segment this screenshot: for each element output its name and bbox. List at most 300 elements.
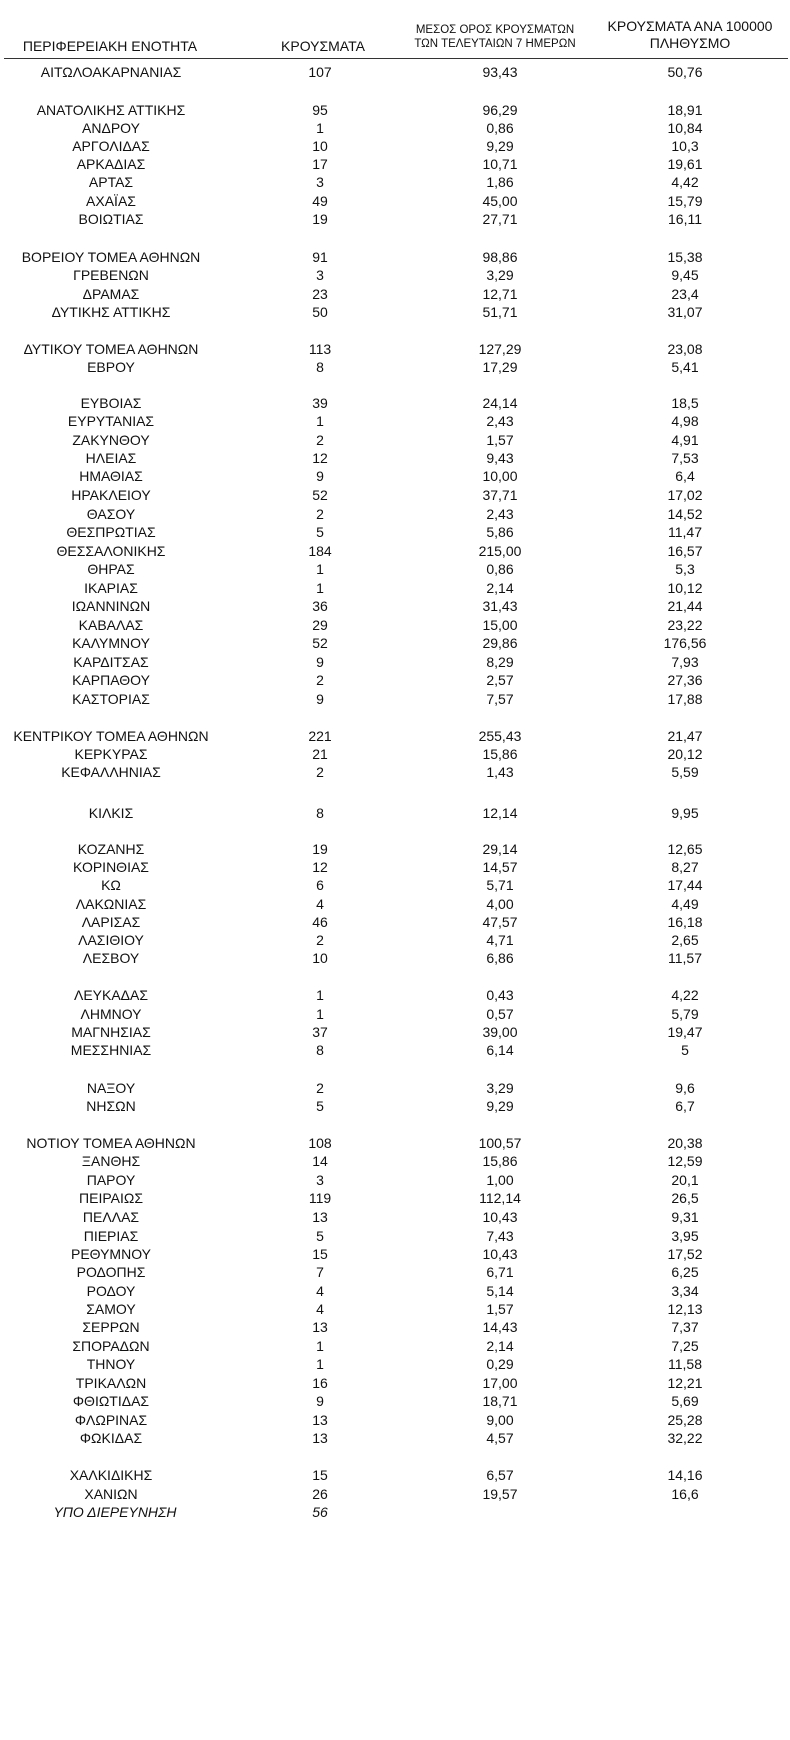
region-cell: ΦΘΙΩΤΙΔΑΣ xyxy=(72,1393,150,1409)
avg7-cell: 127,29 xyxy=(478,341,522,357)
table-row xyxy=(0,1484,790,1504)
cases-cell: 8 xyxy=(316,1042,324,1058)
header-avg7 xyxy=(400,24,590,52)
avg7-cell: 10,43 xyxy=(482,1246,518,1262)
cases-cell: 2 xyxy=(316,672,324,688)
region-cell: ΚΙΛΚΙΣ xyxy=(88,805,134,821)
region-cell: ΜΕΣΣΗΝΙΑΣ xyxy=(70,1042,152,1058)
region-cell: ΙΚΑΡΙΑΣ xyxy=(84,580,138,596)
table-row xyxy=(0,1428,790,1448)
region-cell: ΑΙΤΩΛΟΑΚΑΡΝΑΝΙΑΣ xyxy=(40,64,182,80)
per100k-cell: 31,07 xyxy=(667,304,703,320)
cases-cell: 2 xyxy=(316,764,324,780)
region-cell: ΑΡΓΟΛΙΔΑΣ xyxy=(72,138,150,154)
per100k-cell: 10,3 xyxy=(671,138,699,154)
table-row xyxy=(0,118,790,138)
avg7-cell: 100,57 xyxy=(478,1135,522,1151)
table-row xyxy=(0,1244,790,1264)
region-cell: ΝΟΤΙΟΥ ΤΟΜΕΑ ΑΘΗΝΩΝ xyxy=(26,1135,196,1151)
avg7-cell: 0,43 xyxy=(486,987,514,1003)
avg7-cell: 47,57 xyxy=(482,914,518,930)
table-row xyxy=(0,1354,790,1374)
cases-cell: 3 xyxy=(316,1172,324,1188)
table-row xyxy=(0,466,790,486)
region-cell: ΛΑΡΙΣΑΣ xyxy=(81,914,141,930)
avg7-cell: 18,71 xyxy=(482,1393,518,1409)
avg7-cell: 14,43 xyxy=(482,1319,518,1335)
region-cell: ΦΛΩΡΙΝΑΣ xyxy=(74,1412,148,1428)
cases-cell: 2 xyxy=(316,432,324,448)
region-cell: ΤΗΝΟΥ xyxy=(86,1356,136,1372)
per100k-cell: 9,6 xyxy=(675,1080,695,1096)
cases-cell: 29 xyxy=(312,617,328,633)
header-avg7-line2: ΤΩΝ ΤΕΛΕΥΤΑΙΩΝ 7 ΗΜΕΡΩΝ xyxy=(414,37,576,50)
avg7-cell: 0,86 xyxy=(486,561,514,577)
cases-cell: 1 xyxy=(316,580,324,596)
table-row xyxy=(0,633,790,653)
region-cell: ΚΕΡΚΥΡΑΣ xyxy=(74,746,148,762)
table-row xyxy=(0,1207,790,1227)
per100k-cell: 16,11 xyxy=(668,211,702,227)
table-row xyxy=(0,1133,790,1153)
per100k-cell: 16,18 xyxy=(667,914,703,930)
cases-cell: 39 xyxy=(312,395,328,411)
per100k-cell: 50,76 xyxy=(667,64,703,80)
header-per100k xyxy=(590,18,790,52)
per100k-cell: 12,13 xyxy=(667,1301,703,1317)
region-cell: ΑΝΑΤΟΛΙΚΗΣ ΑΤΤΙΚΗΣ xyxy=(36,102,186,118)
avg7-cell: 6,86 xyxy=(486,950,514,966)
cases-cell: 9 xyxy=(316,1393,324,1409)
table-row xyxy=(0,265,790,285)
per100k-cell: 3,95 xyxy=(671,1228,699,1244)
region-cell: ΞΑΝΘΗΣ xyxy=(81,1153,141,1169)
avg7-cell: 15,00 xyxy=(482,617,518,633)
region-cell: ΚΕΦΑΛΛΗΝΙΑΣ xyxy=(61,764,161,780)
table-row xyxy=(0,284,790,304)
avg7-cell: 10,43 xyxy=(482,1209,518,1225)
region-cell: ΝΑΞΟΥ xyxy=(86,1080,136,1096)
cases-cell: 52 xyxy=(312,487,328,503)
avg7-cell: 2,14 xyxy=(486,1338,514,1354)
cases-cell: 221 xyxy=(308,728,332,744)
table-row xyxy=(0,1336,790,1356)
region-cell: ΘΑΣΟΥ xyxy=(86,506,136,522)
avg7-cell: 4,00 xyxy=(486,896,514,912)
region-cell: ΗΛΕΙΑΣ xyxy=(85,450,137,466)
cases-cell: 95 xyxy=(312,102,328,118)
per100k-cell: 9,31 xyxy=(671,1209,699,1225)
per100k-cell: 16,6 xyxy=(671,1486,699,1502)
per100k-cell: 4,42 xyxy=(671,174,699,190)
table-row xyxy=(0,985,790,1005)
per100k-cell: 14,16 xyxy=(667,1467,703,1483)
region-cell: ΑΡΚΑΔΙΑΣ xyxy=(76,156,146,172)
region-cell: ΔΥΤΙΚΗΣ ΑΤΤΙΚΗΣ xyxy=(51,304,171,320)
per100k-cell: 23,22 xyxy=(667,617,703,633)
avg7-cell: 2,57 xyxy=(486,672,514,688)
region-cell: ΧΑΝΙΩΝ xyxy=(84,1486,138,1502)
table-row xyxy=(0,1022,790,1042)
cases-cell: 4 xyxy=(316,896,324,912)
table-row xyxy=(0,1040,790,1060)
per100k-cell: 5,41 xyxy=(671,359,699,375)
per100k-cell: 15,38 xyxy=(667,249,703,265)
table-row xyxy=(0,1502,790,1522)
avg7-cell: 96,29 xyxy=(482,102,518,118)
region-cell: ΛΑΚΩΝΙΑΣ xyxy=(75,896,147,912)
avg7-cell: 4,57 xyxy=(486,1430,514,1446)
per100k-cell: 20,38 xyxy=(667,1135,703,1151)
region-cell: ΚΟΖΑΝΗΣ xyxy=(77,841,145,857)
cases-cell: 119 xyxy=(308,1190,332,1206)
region-cell: ΕΥΒΟΙΑΣ xyxy=(80,395,142,411)
per100k-cell: 7,37 xyxy=(671,1319,699,1335)
region-cell: ΠΙΕΡΙΑΣ xyxy=(83,1228,139,1244)
per100k-cell: 9,95 xyxy=(671,805,699,821)
table-row xyxy=(0,1391,790,1411)
cases-cell: 5 xyxy=(316,524,324,540)
avg7-cell: 2,43 xyxy=(486,506,514,522)
table-row xyxy=(0,154,790,174)
table-row xyxy=(0,522,790,542)
cases-cell: 19 xyxy=(312,211,328,227)
per100k-cell: 12,21 xyxy=(667,1375,703,1391)
region-cell: ΑΧΑΪΑΣ xyxy=(86,193,136,209)
region-cell: ΚΑΡΠΑΘΟΥ xyxy=(72,672,150,688)
table-row xyxy=(0,1004,790,1024)
table-row xyxy=(0,1410,790,1430)
table-row xyxy=(0,948,790,968)
cases-cell: 108 xyxy=(308,1135,332,1151)
avg7-cell: 9,29 xyxy=(486,1098,514,1114)
table-row xyxy=(0,912,790,932)
region-cell: ΡΕΘΥΜΝΟΥ xyxy=(70,1246,151,1262)
avg7-cell: 215,00 xyxy=(478,543,522,559)
avg7-cell: 19,57 xyxy=(482,1486,518,1502)
avg7-cell: 7,43 xyxy=(486,1228,514,1244)
cases-cell: 13 xyxy=(312,1412,328,1428)
avg7-cell: 1,57 xyxy=(486,1301,514,1317)
cases-cell: 12 xyxy=(312,450,328,466)
avg7-cell: 1,86 xyxy=(486,174,514,190)
per100k-cell: 9,45 xyxy=(671,267,699,283)
avg7-cell: 9,00 xyxy=(486,1412,514,1428)
per100k-cell: 10,12 xyxy=(667,580,703,596)
cases-cell: 2 xyxy=(316,506,324,522)
cases-cell: 52 xyxy=(312,635,328,651)
table-row xyxy=(0,875,790,895)
cases-cell: 56 xyxy=(312,1504,328,1520)
table-row xyxy=(0,1170,790,1190)
cases-cell: 6 xyxy=(316,877,324,893)
table-row xyxy=(0,339,790,359)
avg7-cell: 6,57 xyxy=(486,1467,514,1483)
region-cell: ΘΕΣΠΡΩΤΙΑΣ xyxy=(66,524,156,540)
avg7-cell: 1,00 xyxy=(486,1172,514,1188)
table-row xyxy=(0,1226,790,1246)
cases-cell: 3 xyxy=(316,174,324,190)
region-cell: ΚΟΡΙΝΘΙΑΣ xyxy=(73,859,149,875)
avg7-cell: 2,14 xyxy=(486,580,514,596)
avg7-cell: 3,29 xyxy=(486,267,514,283)
per100k-cell: 5 xyxy=(681,1042,689,1058)
table-row xyxy=(0,541,790,561)
cases-cell: 23 xyxy=(312,286,328,302)
region-cell: ΚΑΣΤΟΡΙΑΣ xyxy=(72,691,150,707)
table-row xyxy=(0,1078,790,1098)
table-row xyxy=(0,762,790,782)
table-row xyxy=(0,430,790,450)
region-cell: ΚΑΒΑΛΑΣ xyxy=(78,617,144,633)
per100k-cell: 17,52 xyxy=(667,1246,703,1262)
table-row xyxy=(0,615,790,635)
per100k-cell: 8,27 xyxy=(671,859,699,875)
region-cell: ΠΕΛΛΑΣ xyxy=(82,1209,140,1225)
table-row xyxy=(0,1373,790,1393)
per100k-cell: 12,65 xyxy=(667,841,703,857)
per100k-cell: 23,4 xyxy=(671,286,699,302)
cases-cell: 9 xyxy=(316,691,324,707)
cases-cell: 8 xyxy=(316,805,324,821)
region-cell: ΛΕΥΚΑΔΑΣ xyxy=(73,987,149,1003)
cases-cell: 1 xyxy=(316,1338,324,1354)
cases-cell: 26 xyxy=(312,1486,328,1502)
cases-cell: 184 xyxy=(308,543,332,559)
per100k-cell: 4,91 xyxy=(671,432,699,448)
cases-cell: 14 xyxy=(312,1153,328,1169)
avg7-cell: 15,86 xyxy=(482,1153,518,1169)
header-cases: ΚΡΟΥΣΜΑΤΑ xyxy=(281,38,365,54)
header-underline xyxy=(4,58,788,59)
avg7-cell: 12,71 xyxy=(482,286,518,302)
region-cell: ΚΩ xyxy=(101,877,121,893)
region-cell: ΘΕΣΣΑΛΟΝΙΚΗΣ xyxy=(56,543,166,559)
avg7-cell: 7,57 xyxy=(486,691,514,707)
avg7-cell: 31,43 xyxy=(482,598,518,614)
avg7-cell: 24,14 xyxy=(482,395,518,411)
per100k-cell: 17,44 xyxy=(667,877,703,893)
avg7-cell: 14,57 xyxy=(482,859,518,875)
table-row xyxy=(0,930,790,950)
table-row xyxy=(0,894,790,914)
per100k-cell: 27,36 xyxy=(667,672,703,688)
avg7-cell: 112,14 xyxy=(479,1190,521,1206)
cases-cell: 15 xyxy=(312,1246,328,1262)
avg7-cell: 39,00 xyxy=(482,1024,518,1040)
avg7-cell: 3,29 xyxy=(486,1080,514,1096)
table-row xyxy=(0,100,790,120)
region-cell: ΛΕΣΒΟΥ xyxy=(82,950,140,966)
cases-cell: 49 xyxy=(312,193,328,209)
per100k-cell: 32,22 xyxy=(667,1430,703,1446)
table-row xyxy=(0,1151,790,1171)
avg7-cell: 27,71 xyxy=(482,211,518,227)
avg7-cell: 10,00 xyxy=(482,468,518,484)
region-cell: ΝΗΣΩΝ xyxy=(86,1098,136,1114)
per100k-cell: 11,58 xyxy=(668,1356,702,1372)
header-per100k-line2: ΠΛΗΘΥΣΜΟ xyxy=(649,34,731,51)
table-row xyxy=(0,247,790,267)
per100k-cell: 14,52 xyxy=(667,506,703,522)
cases-cell: 1 xyxy=(316,561,324,577)
cases-cell: 10 xyxy=(312,950,328,966)
avg7-cell: 1,57 xyxy=(486,432,514,448)
table-row xyxy=(0,1262,790,1282)
cases-cell: 9 xyxy=(316,468,324,484)
region-cell: ΙΩΑΝΝΙΝΩΝ xyxy=(71,598,151,614)
cases-cell: 91 xyxy=(312,249,328,265)
per100k-cell: 19,61 xyxy=(667,156,703,172)
cases-cell: 1 xyxy=(316,1356,324,1372)
table-row xyxy=(0,803,790,823)
region-cell: ΛΗΜΝΟΥ xyxy=(80,1006,142,1022)
table-row xyxy=(0,357,790,377)
table-row xyxy=(0,172,790,192)
region-cell: ΠΕΙΡΑΙΩΣ xyxy=(79,1190,143,1206)
cases-cell: 1 xyxy=(316,1006,324,1022)
table-row xyxy=(0,596,790,616)
region-cell: ΔΥΤΙΚΟΥ ΤΟΜΕΑ ΑΘΗΝΩΝ xyxy=(23,341,199,357)
cases-cell: 16 xyxy=(312,1375,328,1391)
per100k-cell: 12,59 xyxy=(667,1153,703,1169)
cases-cell: 15 xyxy=(312,1467,328,1483)
per100k-cell: 11,47 xyxy=(668,524,702,540)
per100k-cell: 17,02 xyxy=(667,487,703,503)
avg7-cell: 1,43 xyxy=(486,764,514,780)
region-cell: ΕΥΡΥΤΑΝΙΑΣ xyxy=(67,413,155,429)
per100k-cell: 4,98 xyxy=(671,413,699,429)
avg7-cell: 45,00 xyxy=(482,193,518,209)
region-cell: ΜΑΓΝΗΣΙΑΣ xyxy=(71,1024,151,1040)
region-cell: ΚΕΝΤΡΙΚΟΥ ΤΟΜΕΑ ΑΘΗΝΩΝ xyxy=(13,728,209,744)
cases-cell: 113 xyxy=(308,341,332,357)
avg7-cell: 5,14 xyxy=(486,1283,514,1299)
per100k-cell: 18,5 xyxy=(671,395,699,411)
cases-cell: 12 xyxy=(312,859,328,875)
region-cell: ΓΡΕΒΕΝΩΝ xyxy=(73,267,149,283)
table-row xyxy=(0,670,790,690)
avg7-cell: 29,14 xyxy=(482,841,518,857)
cases-cell: 4 xyxy=(316,1283,324,1299)
region-cell: ΡΟΔΟΠΗΣ xyxy=(76,1264,146,1280)
region-cell: ΧΑΛΚΙΔΙΚΗΣ xyxy=(69,1467,153,1483)
per100k-cell: 20,12 xyxy=(667,746,703,762)
per100k-cell: 5,69 xyxy=(671,1393,699,1409)
region-cell: ΡΟΔΟΥ xyxy=(86,1283,136,1299)
avg7-cell: 5,71 xyxy=(486,877,514,893)
table-row xyxy=(0,1465,790,1485)
region-cell: ΠΑΡΟΥ xyxy=(86,1172,136,1188)
per100k-cell: 18,91 xyxy=(667,102,703,118)
per100k-cell: 17,88 xyxy=(667,691,703,707)
cases-cell: 8 xyxy=(316,359,324,375)
table-row xyxy=(0,652,790,672)
per100k-cell: 2,65 xyxy=(671,932,699,948)
per100k-cell: 7,93 xyxy=(671,654,699,670)
table-row xyxy=(0,726,790,746)
per100k-cell: 176,56 xyxy=(663,635,707,651)
avg7-cell: 0,86 xyxy=(486,120,514,136)
per100k-cell: 10,84 xyxy=(667,120,703,136)
per100k-cell: 20,1 xyxy=(671,1172,699,1188)
per100k-cell: 4,49 xyxy=(671,896,699,912)
cases-cell: 10 xyxy=(312,138,328,154)
table-row xyxy=(0,136,790,156)
avg7-cell: 93,43 xyxy=(482,64,518,80)
cases-cell: 2 xyxy=(316,932,324,948)
region-cell: ΕΒΡΟΥ xyxy=(87,359,135,375)
table-row xyxy=(0,578,790,598)
cases-cell: 13 xyxy=(312,1209,328,1225)
cases-cell: 50 xyxy=(312,304,328,320)
cases-cell: 19 xyxy=(312,841,328,857)
avg7-cell: 6,14 xyxy=(486,1042,514,1058)
avg7-cell: 29,86 xyxy=(482,635,518,651)
per100k-cell: 21,47 xyxy=(667,728,703,744)
region-cell: ΤΡΙΚΑΛΩΝ xyxy=(75,1375,147,1391)
region-cell: ΚΑΡΔΙΤΣΑΣ xyxy=(73,654,149,670)
avg7-cell: 17,29 xyxy=(482,359,518,375)
table-row xyxy=(0,504,790,524)
cases-cell: 1 xyxy=(316,987,324,1003)
avg7-cell: 17,00 xyxy=(482,1375,518,1391)
region-cell: ΖΑΚΥΝΘΟΥ xyxy=(72,432,150,448)
cases-cell: 2 xyxy=(316,1080,324,1096)
table-row xyxy=(0,1096,790,1116)
cases-cell: 46 xyxy=(312,914,328,930)
per100k-cell: 6,4 xyxy=(675,468,695,484)
per100k-cell: 15,79 xyxy=(667,193,703,209)
region-cell: ΗΡΑΚΛΕΙΟΥ xyxy=(71,487,151,503)
avg7-cell: 9,43 xyxy=(486,450,514,466)
cases-cell: 7 xyxy=(316,1264,324,1280)
table-row xyxy=(0,62,790,82)
table-row xyxy=(0,1281,790,1301)
table-row xyxy=(0,689,790,709)
avg7-cell: 37,71 xyxy=(482,487,518,503)
table-row xyxy=(0,393,790,413)
cases-cell: 13 xyxy=(312,1319,328,1335)
table-row xyxy=(0,857,790,877)
cases-cell: 3 xyxy=(316,267,324,283)
table-row xyxy=(0,744,790,764)
avg7-cell: 5,86 xyxy=(486,524,514,540)
header-region: ΠΕΡΙΦΕΡΕΙΑΚΗ ΕΝΟΤΗΤΑ xyxy=(22,38,198,54)
avg7-cell: 12,14 xyxy=(482,805,518,821)
avg7-cell: 2,43 xyxy=(486,413,514,429)
avg7-cell: 0,57 xyxy=(486,1006,514,1022)
table-row xyxy=(0,209,790,229)
per100k-cell: 5,3 xyxy=(675,561,695,577)
per100k-cell: 5,59 xyxy=(671,764,699,780)
cases-cell: 4 xyxy=(316,1301,324,1317)
region-cell: ΣΕΡΡΩΝ xyxy=(82,1319,140,1335)
per100k-cell: 4,22 xyxy=(671,987,699,1003)
cases-cell: 21 xyxy=(312,746,328,762)
avg7-cell: 6,71 xyxy=(486,1264,514,1280)
header-per100k-line1: ΚΡΟΥΣΜΑΤΑ ΑΝΑ 100000 xyxy=(607,18,773,34)
cases-cell: 9 xyxy=(316,654,324,670)
cases-cell: 36 xyxy=(312,598,328,614)
per100k-cell: 5,79 xyxy=(671,1006,699,1022)
cases-cell: 1 xyxy=(316,120,324,136)
per100k-cell: 6,7 xyxy=(675,1098,695,1114)
avg7-cell: 255,43 xyxy=(478,728,522,744)
region-cell: ΦΩΚΙΔΑΣ xyxy=(79,1430,143,1446)
avg7-cell: 51,71 xyxy=(482,304,518,320)
per100k-cell: 3,34 xyxy=(671,1283,699,1299)
